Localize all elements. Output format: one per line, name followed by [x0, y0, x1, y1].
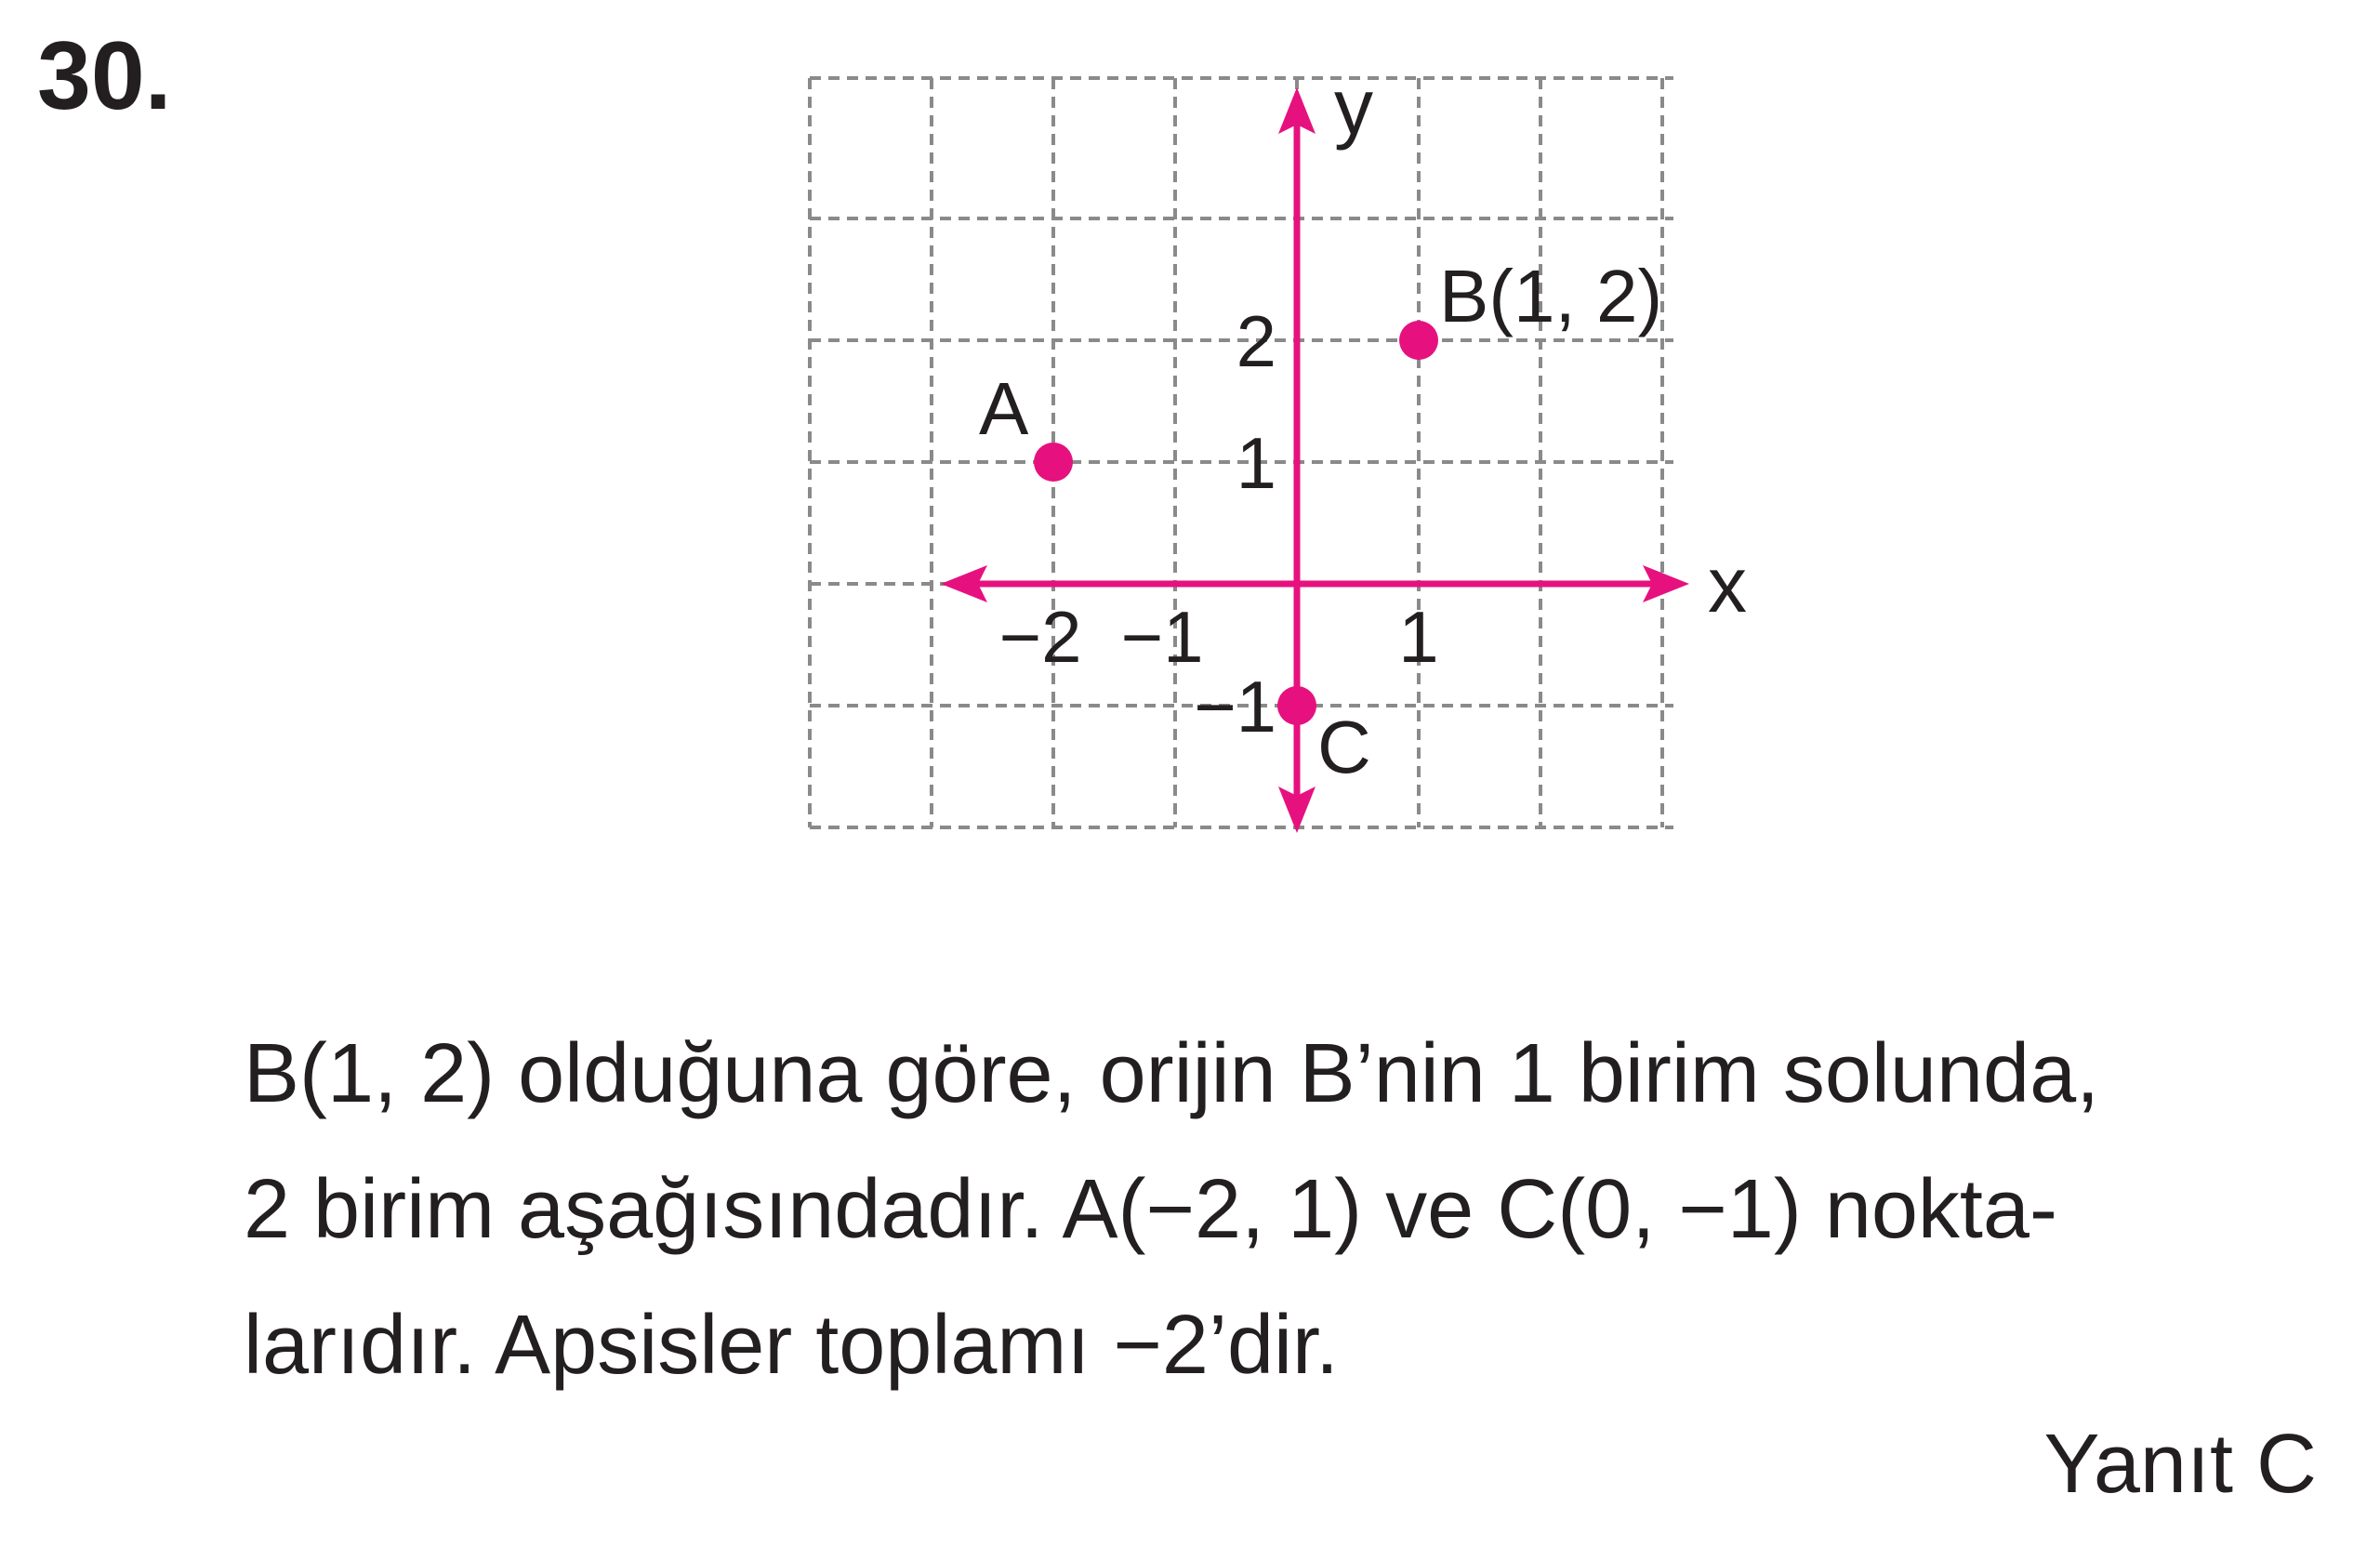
x-axis-label: x — [1708, 541, 1747, 628]
solution-line: B(1, 2) olduğuna göre, orijin B’nin 1 birim solunda, — [244, 1027, 2100, 1120]
x-tick-label: 1 — [1398, 596, 1439, 678]
point-label-b: B(1, 2) — [1439, 255, 1663, 337]
x-tick-label: −1 — [1120, 596, 1204, 678]
point-b — [1399, 321, 1438, 360]
tick-labels — [999, 300, 1439, 747]
y-tick-label: 1 — [1236, 422, 1276, 504]
x-tick-label: −2 — [998, 596, 1082, 678]
y-tick-label: 2 — [1236, 300, 1276, 382]
point-c — [1277, 686, 1316, 725]
y-axis-label: y — [1334, 63, 1373, 151]
question-number: 30. — [37, 22, 172, 130]
points — [979, 255, 1662, 788]
point-a — [1034, 443, 1073, 482]
point-label-c: C — [1317, 706, 1371, 788]
solution-line: 2 birim aşağısındadır. A(−2, 1) ve C(0, −1) nokta- — [244, 1163, 2057, 1256]
answer-label: Yanıt C — [2043, 1418, 2317, 1511]
point-label-a: A — [979, 367, 1029, 450]
y-tick-label: −1 — [1194, 666, 1276, 747]
solution-text — [244, 1006, 2317, 1413]
solution-line: larıdır. Apsisler toplamı −2’dir. — [244, 1299, 1340, 1392]
